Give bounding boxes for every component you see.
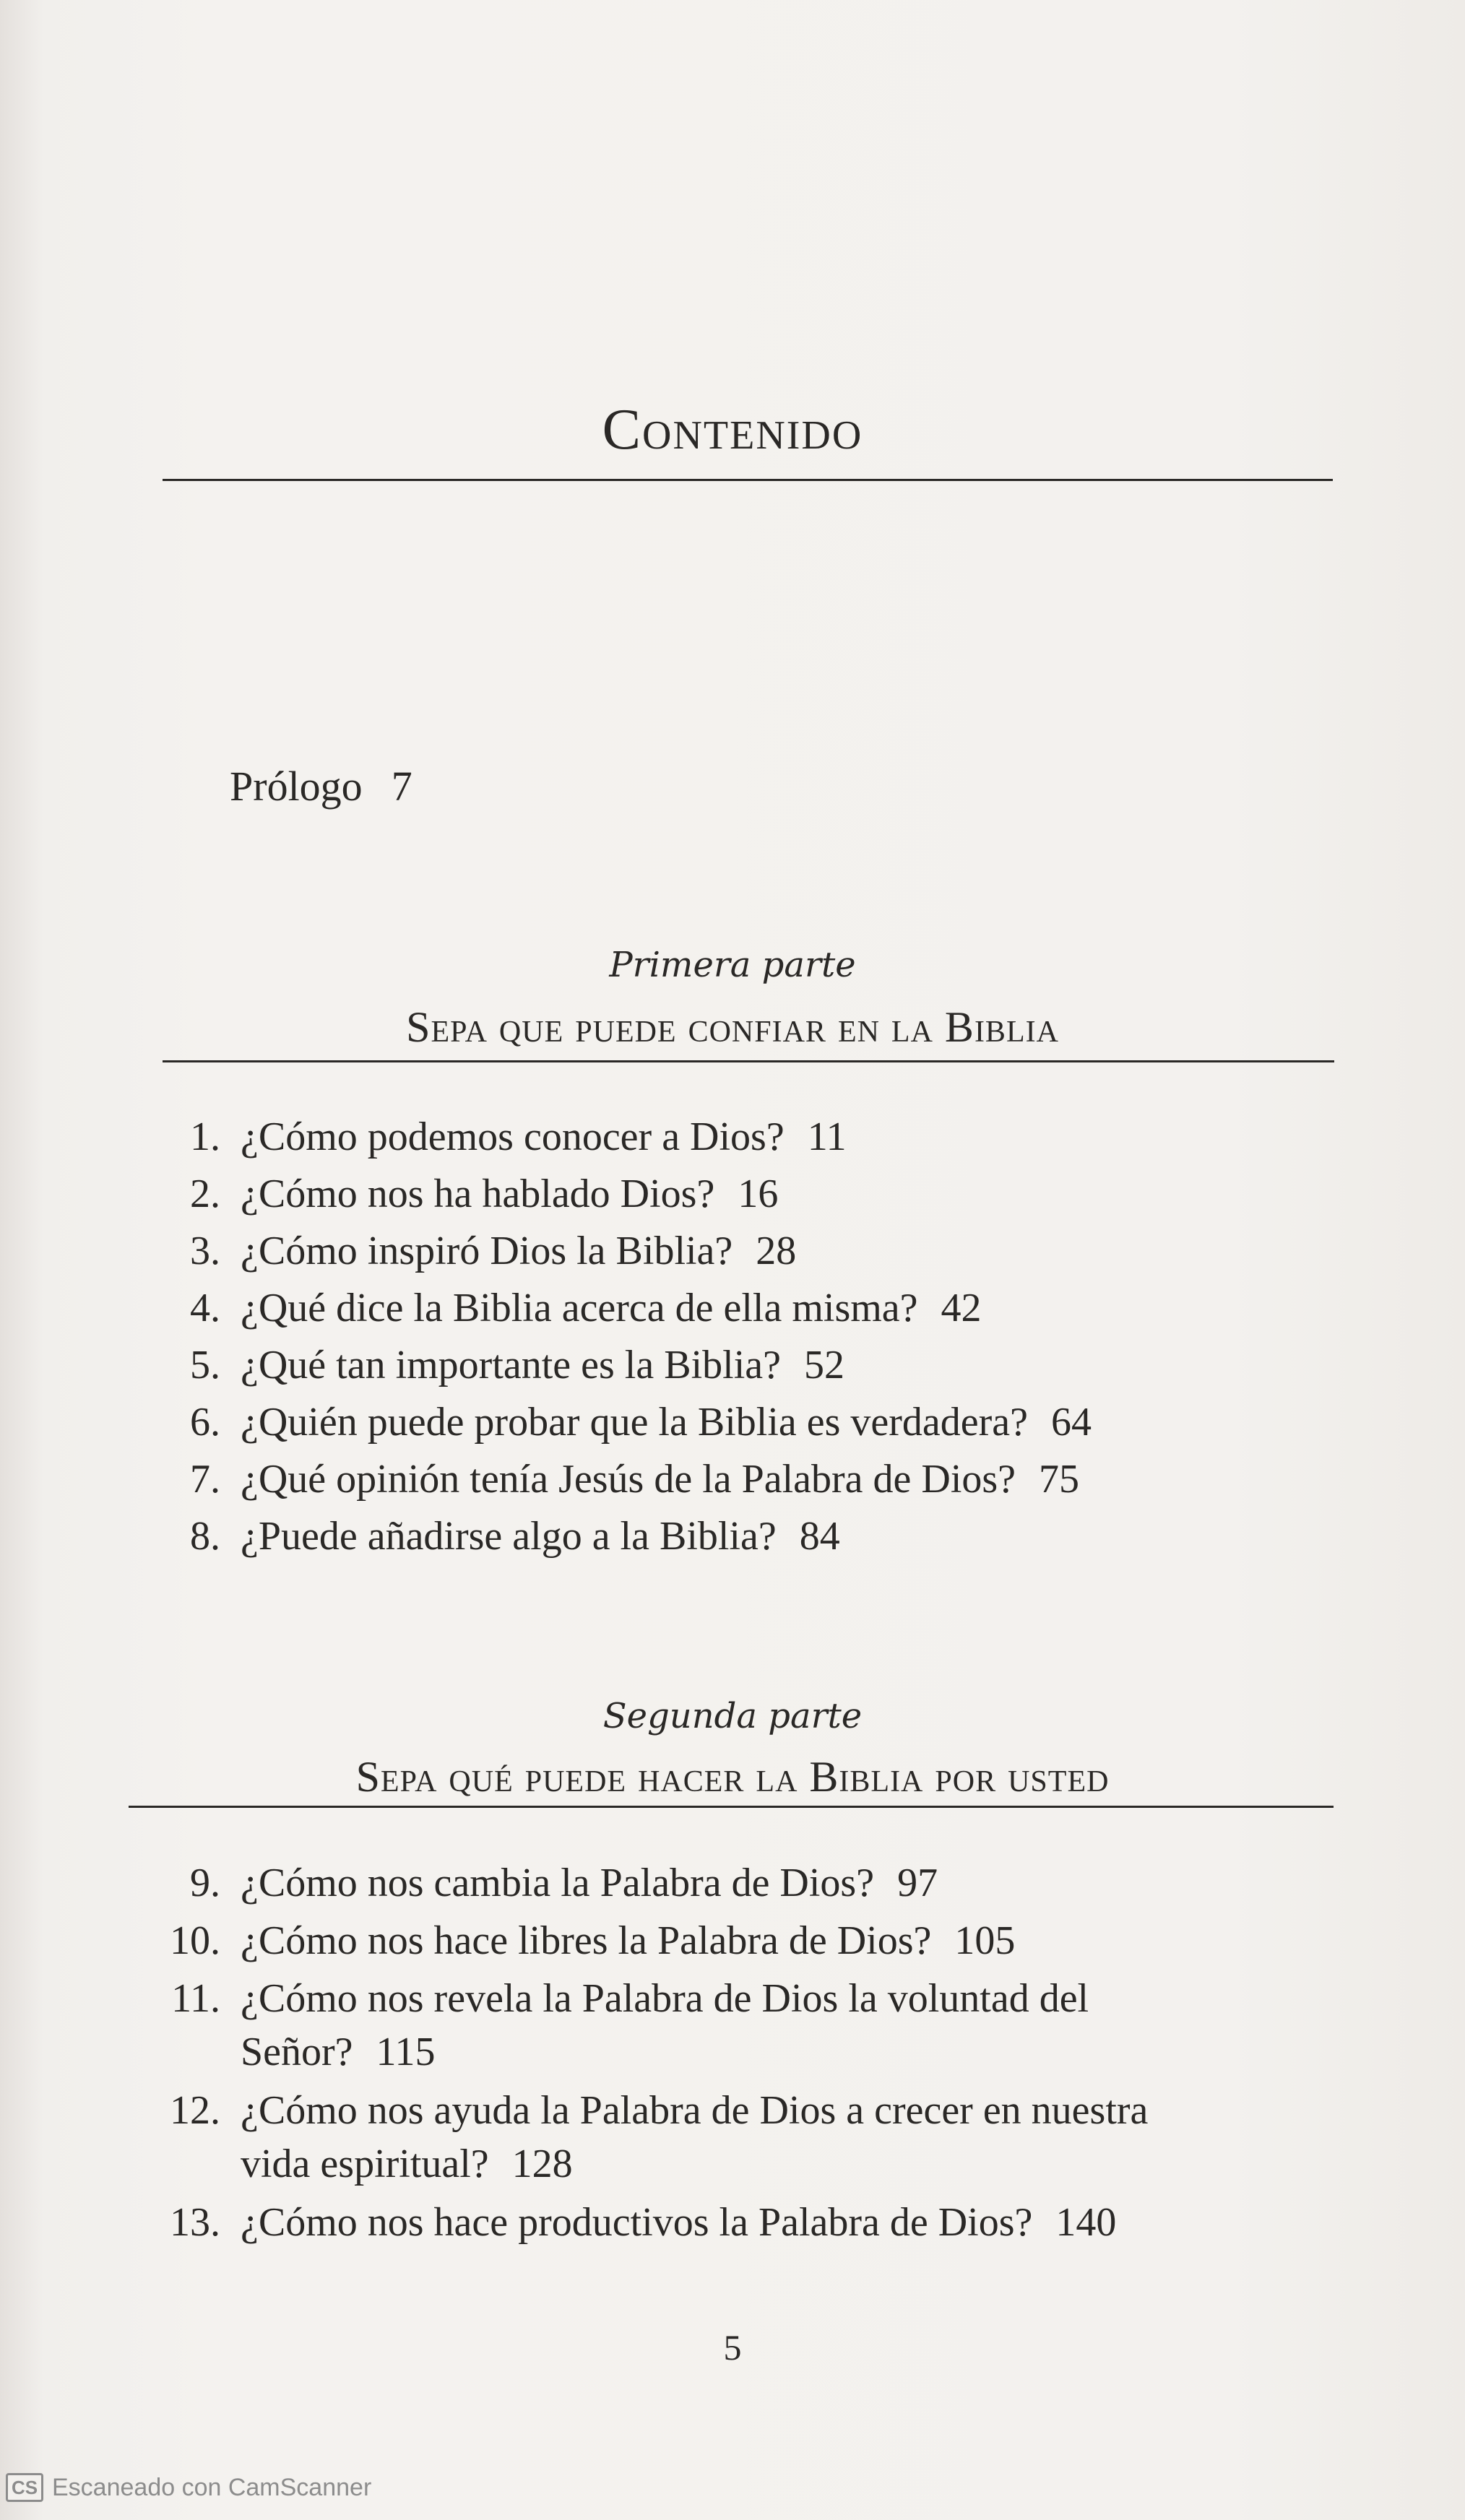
toc-item-title: ¿Cómo nos cambia la Palabra de Dios? [241, 1861, 875, 1905]
toc-item-page: 52 [803, 1343, 844, 1387]
toc-item [144, 1223, 1310, 1280]
toc-item-number: 12. [170, 2088, 220, 2133]
toc-item [144, 1508, 1310, 1565]
part2-divider [129, 1806, 1334, 1808]
toc-item-title: ¿Puede añadirse algo a la Biblia? [241, 1514, 777, 1559]
toc-item-text [241, 1914, 1209, 1967]
toc-item-title: ¿Cómo nos hace productivos la Palabra de Dios? [241, 2200, 1033, 2245]
watermark-text: Escaneado con CamScanner [52, 2473, 372, 2501]
scanner-watermark [6, 2469, 371, 2506]
part2-label: Segunda parte [602, 1696, 863, 1736]
toc-item-page: 105 [954, 1918, 1016, 1963]
toc-item [144, 1337, 1310, 1394]
toc-item-number: 4. [190, 1286, 220, 1330]
toc-item-page: 140 [1055, 2200, 1117, 2245]
toc-item [144, 1109, 1310, 1166]
part2-contents [144, 1856, 1209, 2253]
toc-item-number: 1. [190, 1114, 220, 1159]
toc-item-number: 9. [190, 1861, 220, 1905]
page-title: Contenido [602, 398, 863, 462]
toc-item-page: 97 [897, 1861, 938, 1905]
toc-item-title: ¿Qué dice la Biblia acerca de ella misma? [241, 1286, 918, 1330]
toc-item-page: 11 [807, 1114, 847, 1159]
toc-item-text [241, 1856, 1209, 1910]
toc-item-page: 75 [1039, 1457, 1080, 1502]
toc-item-title: ¿Quién puede probar que la Biblia es verdadera? [241, 1400, 1028, 1445]
toc-item [144, 2196, 1209, 2253]
title-divider [163, 479, 1333, 481]
prologue-label: Prólogo [230, 763, 363, 810]
toc-item-page: 128 [511, 2142, 573, 2186]
toc-item-text [241, 2196, 1209, 2249]
toc-item-text [241, 1223, 1310, 1279]
toc-item [144, 1856, 1209, 1914]
toc-item-text [241, 1394, 1310, 1450]
part1-contents [144, 1109, 1310, 1565]
toc-item-title: ¿Cómo nos revela la Palabra de Dios la voluntad del Señor? [241, 1976, 1089, 2074]
toc-item-text [241, 2084, 1209, 2191]
toc-item-title: ¿Qué opinión tenía Jesús de la Palabra de Dios? [241, 1457, 1016, 1502]
toc-item [144, 2084, 1209, 2196]
toc-item [144, 1280, 1310, 1337]
toc-item-text [241, 1508, 1310, 1564]
toc-item-page: 115 [376, 2030, 436, 2074]
toc-item-title: ¿Cómo podemos conocer a Dios? [241, 1114, 785, 1159]
toc-item-number: 2. [190, 1172, 220, 1216]
toc-item-number: 8. [190, 1514, 220, 1559]
part1-label: Primera parte [609, 945, 856, 985]
prologue-entry [230, 761, 412, 813]
part2-heading: Sepa qué puede hacer la Biblia por usted [355, 1753, 1110, 1801]
toc-item-text [241, 1166, 1310, 1222]
toc-item-title: ¿Cómo nos ayuda la Palabra de Dios a crecer en nuestra vida espiritual? [241, 2088, 1149, 2186]
camscanner-logo-icon: CS [6, 2473, 43, 2502]
toc-item-number: 7. [190, 1457, 220, 1502]
toc-item-title: ¿Cómo nos hace libres la Palabra de Dios? [241, 1918, 932, 1963]
toc-item-text [241, 1280, 1310, 1336]
toc-item-number: 10. [170, 1918, 220, 1963]
toc-item-title: ¿Cómo nos ha hablado Dios? [241, 1172, 715, 1216]
toc-item-text [241, 1451, 1310, 1507]
toc-item-page: 42 [941, 1286, 982, 1330]
toc-item-page: 64 [1050, 1400, 1092, 1445]
toc-item-number: 11. [171, 1976, 220, 2021]
toc-item-page: 28 [756, 1229, 797, 1273]
part1-divider [163, 1060, 1334, 1062]
toc-item-number: 13. [170, 2200, 220, 2245]
toc-item [144, 1394, 1310, 1451]
toc-item-title: ¿Qué tan importante es la Biblia? [241, 1343, 781, 1387]
prologue-page: 7 [391, 763, 412, 810]
toc-item-text [241, 1972, 1209, 2079]
toc-item-number: 5. [190, 1343, 220, 1387]
toc-item-page: 84 [799, 1514, 840, 1559]
toc-item-number: 6. [190, 1400, 220, 1445]
toc-item-text [241, 1109, 1310, 1165]
toc-item [144, 1451, 1310, 1508]
toc-item-number: 3. [190, 1229, 220, 1273]
page-number: 5 [723, 2327, 742, 2368]
toc-item-page: 16 [738, 1172, 779, 1216]
toc-item-text [241, 1337, 1310, 1393]
toc-item-title: ¿Cómo inspiró Dios la Biblia? [241, 1229, 733, 1273]
toc-item [144, 1972, 1209, 2084]
part1-heading: Sepa que puede confiar en la Biblia [406, 1003, 1059, 1051]
toc-item [144, 1166, 1310, 1223]
toc-item [144, 1914, 1209, 1972]
